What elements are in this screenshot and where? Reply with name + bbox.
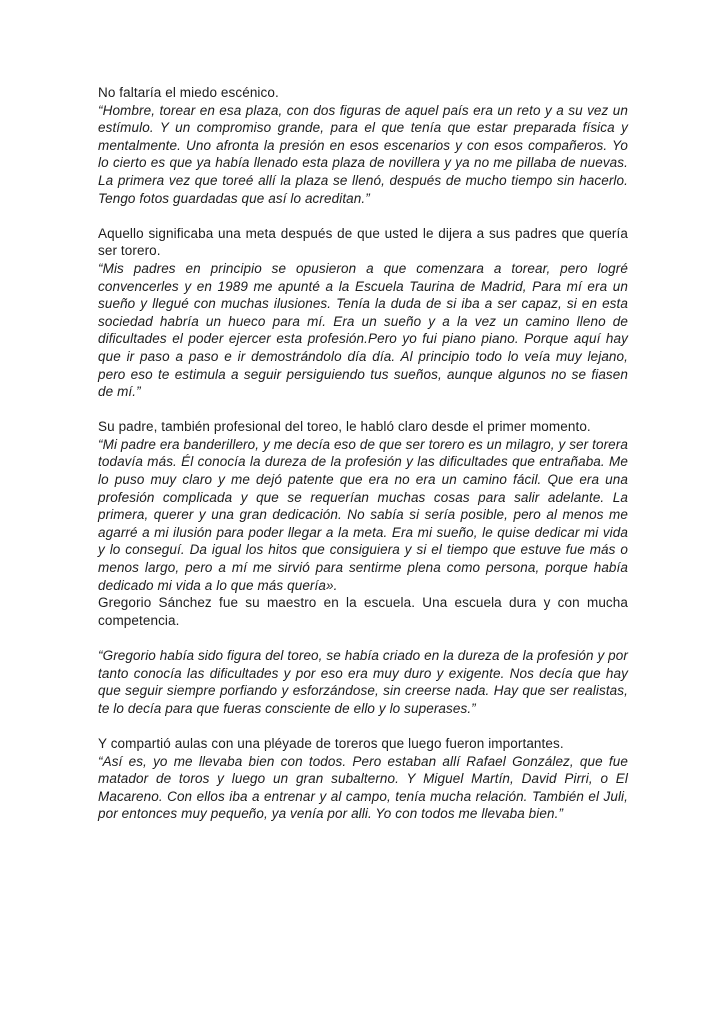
narration-paragraph: Aquello significaba una meta después de que usted le dijera a sus padres que quería ser torero. — [98, 225, 628, 259]
narration-paragraph: Y compartió aulas con una pléyade de toreros que luego fueron importantes. — [98, 735, 564, 751]
narration-paragraph: Su padre, también profesional del toreo, le habló claro desde el primer momento. — [98, 419, 591, 435]
article-body — [98, 84, 628, 823]
quote-paragraph: “Mi padre era banderillero, y me decía eso de que ser torero es un milagro, y ser torera todavía más. Él conocía la dureza de la profesión y las dificultades que entrañaba. Me lo puso muy claro y me dejó patente que era no era un camino fácil. Que era una profesión complicada y que se requerían muchas cosas para salir adelante. La primera, querer y una gran dedicación. No sabía si sería posible, pero al menos me agarré a mi ilusión para poder llegar a la meta. Era mi sueño, le quise dedicar mi vida y lo conseguí. Da igual los hitos que consiguiera y si el tiempo que estuve fue más o menos largo, pero a mí me sirvió para sentirme plena como persona, porque había dedicado mi vida a lo que más quería». — [98, 436, 628, 593]
quote-paragraph: “Gregorio había sido figura del toreo, se había criado en la dureza de la profesión y por tanto conocía las dificultades y por eso era muy duro y exigente. Nos decía que hay que seguir siempre porfiando y esforzándose, sin creerse nada. Hay que ser realistas, te lo decía para que fueras consciente de ello y lo superases.” — [98, 648, 628, 716]
narration-paragraph: No faltaría el miedo escénico. — [98, 85, 279, 100]
quote-paragraph: “Así es, yo me llevaba bien con todos. Pero estaban allí Rafael González, que fue matador de toros y luego un gran subalterno. Y Miguel Martín, David Pirri, o El Macareno. Con ellos iba a entrenar y al campo, tenía mucha relación. También el Juli, por entonces muy pequeño, ya venía por alli. Yo con todos me llevaba bien.” — [98, 753, 628, 822]
narration-paragraph: Gregorio Sánchez fue su maestro en la escuela. Una escuela dura y con mucha competencia. — [98, 595, 628, 628]
quote-paragraph: “Hombre, torear en esa plaza, con dos figuras de aquel país era un reto y a su vez un estímulo. Y un compromiso grande, para el que tenía que estar preparada física y mentalmente. Uno afronta la presión en esos escenarios y con esos compañeros. Yo lo cierto es que ya había llenado esta plaza de novillera y ya no me pillaba de nuevas. La primera vez que toreé allí la plaza se llenó, después de mucho tiempo sin hacerlo. Tengo fotos guardadas que así lo acreditan.” — [98, 102, 628, 206]
quote-paragraph: “Mis padres en principio se opusieron a que comenzara a torear, pero logré convencerles y en 1989 me apunté a la Escuela Taurina de Madrid, Para mí era un sueño y llegué con muchas ilusiones. Tenía la duda de si iba a ser capaz, si en esta sociedad habría un hueco para mí. Era un sueño y a la vez un camino lleno de dificultades el poder ejercer esta profesión.Pero yo fui piano piano. Porque aquí hay que ir paso a paso e ir demostrándolo día día. Al principio todo lo veía muy lejano, pero eso te estimula a seguir persiguiendo tus sueños, aunque algunos no se fiasen de mí.” — [98, 260, 628, 400]
